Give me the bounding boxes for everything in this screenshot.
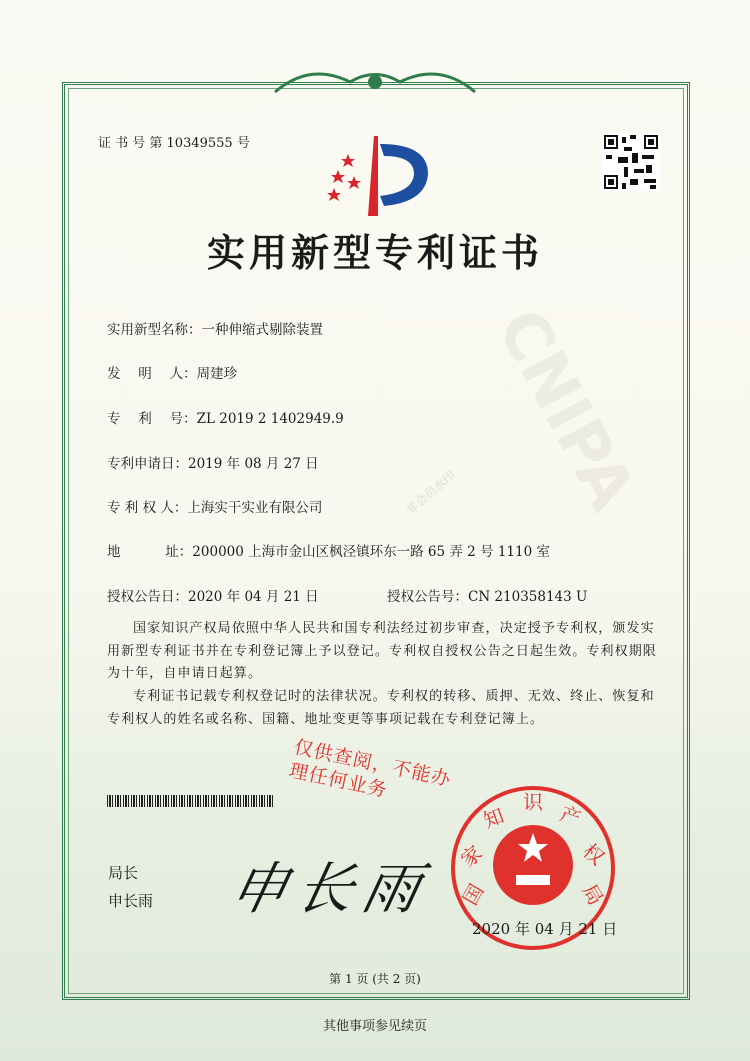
- ornament-top: [270, 62, 480, 102]
- page-number: 第 1 页 (共 2 页): [329, 972, 421, 986]
- paragraph-grant: 国家知识产权局依照中华人民共和国专利法经过初步审查，决定授予专利权，颁发实用新型专利证书并在专利登记簿上予以登记。专利权自授权公告之日起生效。专利权期限为十年，自申请日起算。: [107, 621, 657, 681]
- field-patent-number: 专 利 号：ZL 2019 2 1402949.9: [107, 411, 344, 427]
- svg-text:局: 局: [577, 879, 609, 910]
- watermark-member: 非会员水印: [403, 467, 459, 518]
- field-address: 地 址：200000 上海市金山区枫泾镇环东一路 65 弄 2 号 1110 室: [107, 544, 550, 560]
- signatory-name: 申长雨: [108, 892, 154, 910]
- seal-date: 2020 年 04 月 21 日: [472, 920, 618, 938]
- qr-code: [602, 133, 660, 191]
- svg-text:产: 产: [556, 801, 584, 831]
- certificate-number: 证 书 号 第 10349555 号: [98, 136, 250, 151]
- svg-text:权: 权: [578, 838, 610, 870]
- field-application-date: 专利申请日：2019 年 08 月 27 日: [107, 456, 319, 472]
- paragraph-legal-status: 专利证书记载专利权登记时的法律状况。专利权的转移、质押、无效、终止、恢复和专利权人的姓名或名称、国籍、地址变更等事项记载在专利登记簿上。: [107, 689, 655, 727]
- certificate-title: 实用新型专利证书: [206, 230, 544, 275]
- svg-text:国: 国: [457, 879, 489, 910]
- cnipa-logo: [318, 132, 438, 216]
- field-name: 实用新型名称：一种伸缩式剔除装置: [107, 322, 323, 338]
- field-grant-date: 授权公告日：2020 年 04 月 21 日: [107, 589, 319, 605]
- svg-text:知: 知: [480, 803, 508, 833]
- barcode: [107, 795, 273, 807]
- overlay-stamp-text: 仅供查阅，不能办理任何业务: [287, 736, 454, 802]
- handwritten-signature: 申长雨: [224, 857, 436, 922]
- field-patentee: 专 利 权 人：上海实干实业有限公司: [107, 500, 323, 516]
- field-grant-number: 授权公告号：CN 210358143 U: [387, 589, 588, 605]
- svg-text:识: 识: [523, 790, 543, 814]
- signatory-role: 局长: [108, 864, 139, 882]
- svg-text:家: 家: [455, 840, 487, 872]
- watermark-cnipa: CNIPA: [481, 297, 649, 523]
- footer-note: 其他事项参见续页: [322, 1019, 428, 1034]
- field-inventor: 发 明 人：周建珍: [107, 366, 238, 382]
